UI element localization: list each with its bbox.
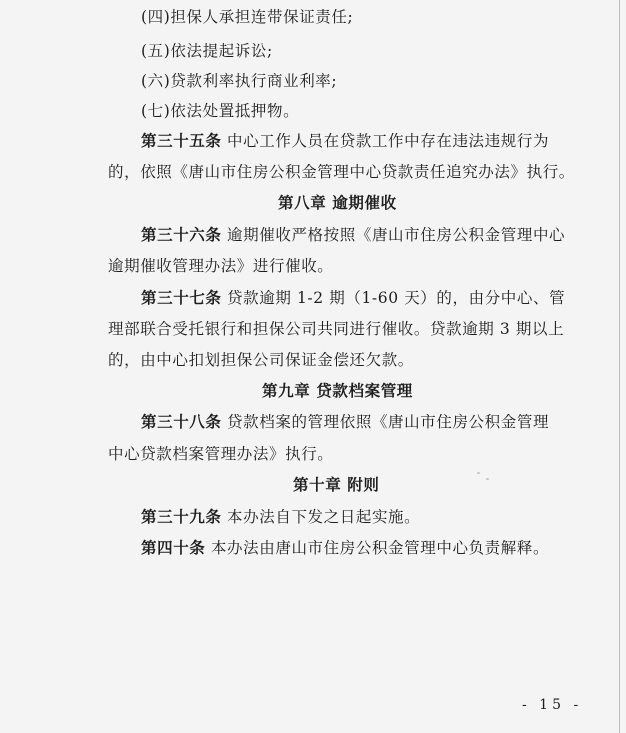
article-text: 逾期催收严格按照《唐山市住房公积金管理中心 [227, 226, 566, 244]
article-label: 第三十八条 [141, 412, 222, 431]
article-35-cont: 的，依照《唐山市住房公积金管理中心贷款责任追究办法》执行。 [108, 163, 575, 181]
article-text: 贷款档案的管理依照《唐山市住房公积金管理 [227, 413, 550, 431]
article-text: 贷款逾期 1-2 期（1-60 天）的，由分中心、管 [227, 289, 566, 307]
page-number: - 15 - [522, 697, 583, 713]
article-text: 中心工作人员在贷款工作中存在违法违规行为 [227, 132, 550, 150]
article-37-cont: 理部联合受托银行和担保公司共同进行催收。贷款逾期 3 期以上 [108, 320, 565, 338]
scan-speck [486, 478, 489, 480]
article-label: 第四十条 [141, 538, 206, 557]
article-text: 本办法由唐山市住房公积金管理中心负责解释。 [210, 539, 550, 557]
chapter-heading: 第八章 逾期催收 [278, 193, 397, 212]
article-label: 第三十六条 [141, 225, 222, 244]
article-39 [141, 507, 420, 527]
article-37-cont: 的，由中心扣划担保公司保证金偿还欠款。 [108, 351, 414, 369]
article-label: 第三十五条 [141, 131, 222, 150]
chapter-heading: 第十章 附则 [293, 475, 380, 494]
article-36-cont: 逾期催收管理办法》进行催收。 [108, 257, 334, 275]
article-35 [141, 131, 549, 151]
article-label: 第三十七条 [141, 288, 222, 307]
page-edge [619, 0, 620, 733]
list-item: (五)依法提起诉讼; [141, 42, 273, 60]
scan-speck [477, 472, 480, 474]
list-item: (四)担保人承担连带保证责任; [141, 8, 354, 26]
list-item: (七)依法处置抵押物。 [141, 102, 300, 120]
article-text: 本办法自下发之日起实施。 [227, 508, 421, 526]
list-item: (六)贷款利率执行商业利率; [141, 72, 338, 90]
article-40 [141, 538, 549, 558]
article-38-cont: 中心贷款档案管理办法》执行。 [108, 445, 334, 463]
article-label: 第三十九条 [141, 507, 222, 526]
article-38 [141, 412, 549, 432]
chapter-heading: 第九章 贷款档案管理 [262, 381, 413, 400]
article-36 [141, 225, 565, 245]
article-37 [141, 288, 565, 308]
